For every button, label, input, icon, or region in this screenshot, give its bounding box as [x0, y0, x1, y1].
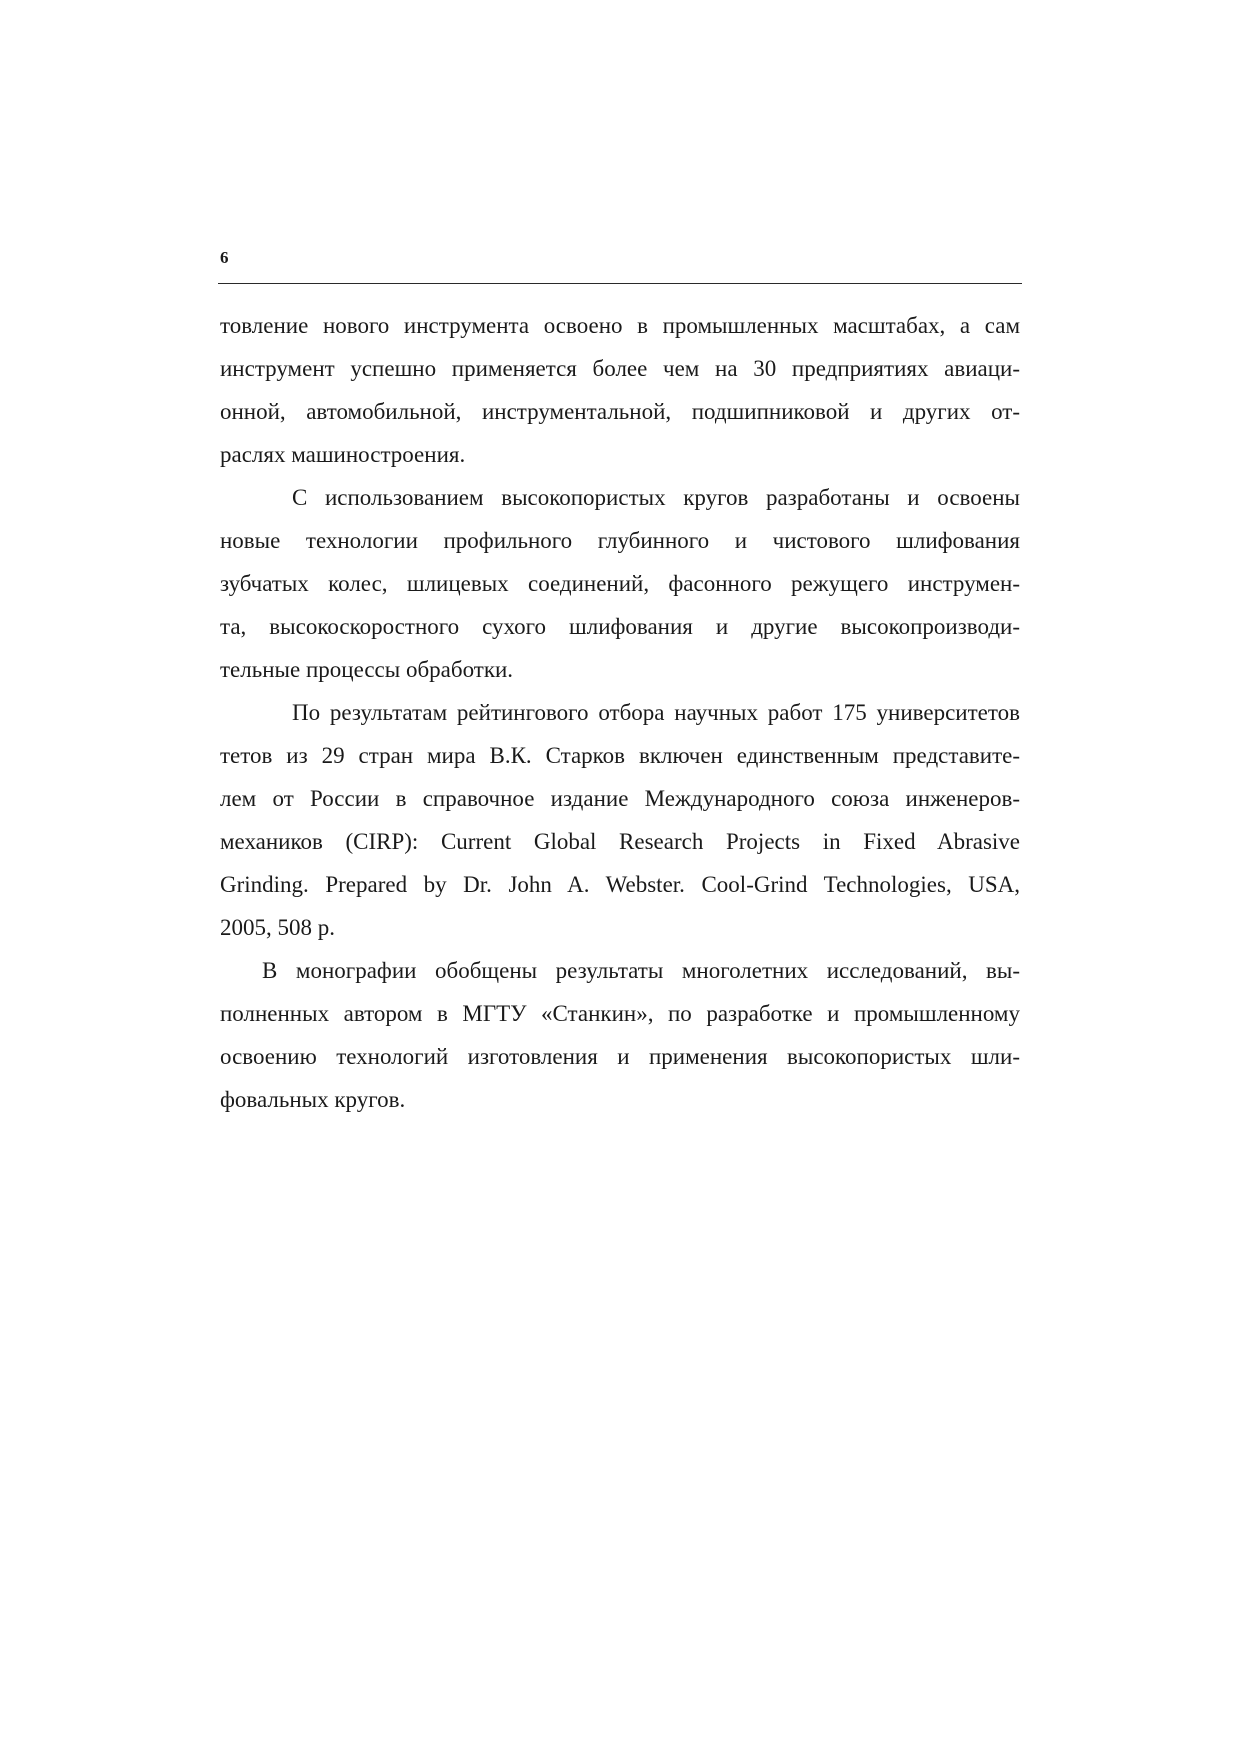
text-line: лем от России в справочное издание Международного союза инженеров- [220, 786, 1020, 811]
text-line: фовальных кругов. [220, 1087, 406, 1112]
paragraph-1 [220, 304, 1020, 476]
text-line: 2005, 508 p. [220, 915, 335, 940]
text-line: та, высокоскоростного сухого шлифования и другие высокопроизводи- [220, 614, 1020, 639]
text-line: Grinding. Prepared by Dr. John A. Webster. Cool-Grind Technologies, USA, [220, 872, 1020, 897]
page-number: 6 [220, 248, 229, 267]
text-line: онной, автомобильной, инструментальной, подшипниковой и других от- [220, 399, 1020, 424]
paragraph-4 [220, 949, 1020, 1121]
body-text [220, 304, 1020, 1121]
text-line: В монографии обобщены результаты многолетних исследований, вы- [262, 958, 1020, 983]
text-line: зубчатых колес, шлицевых соединений, фасонного режущего инструмен- [220, 571, 1020, 596]
paragraph-3 [220, 691, 1020, 949]
text-line: освоению технологий изготовления и применения высокопористых шли- [220, 1044, 1020, 1069]
text-line: раслях машиностроения. [220, 442, 466, 467]
text-line: новые технологии профильного глубинного и чистового шлифования [220, 528, 1020, 553]
text-line: тетов из 29 стран мира В.К. Старков включен единственным представите- [220, 743, 1020, 768]
header-rule [218, 283, 1022, 284]
paragraph-2 [220, 476, 1020, 691]
text-line: механиков (CIRP): Current Global Research Projects in Fixed Abrasive [220, 829, 1020, 854]
text-line: товление нового инструмента освоено в промышленных масштабах, а сам [220, 313, 1020, 338]
text-line: инструмент успешно применяется более чем на 30 предприятиях авиаци- [220, 356, 1020, 381]
text-line: По результатам рейтингового отбора научных работ 175 университетов [292, 700, 1020, 725]
text-line: С использованием высокопористых кругов разработаны и освоены [292, 485, 1020, 510]
text-line: полненных автором в МГТУ «Станкин», по разработке и промышленному [220, 1001, 1020, 1026]
text-line: тельные процессы обработки. [220, 657, 514, 682]
